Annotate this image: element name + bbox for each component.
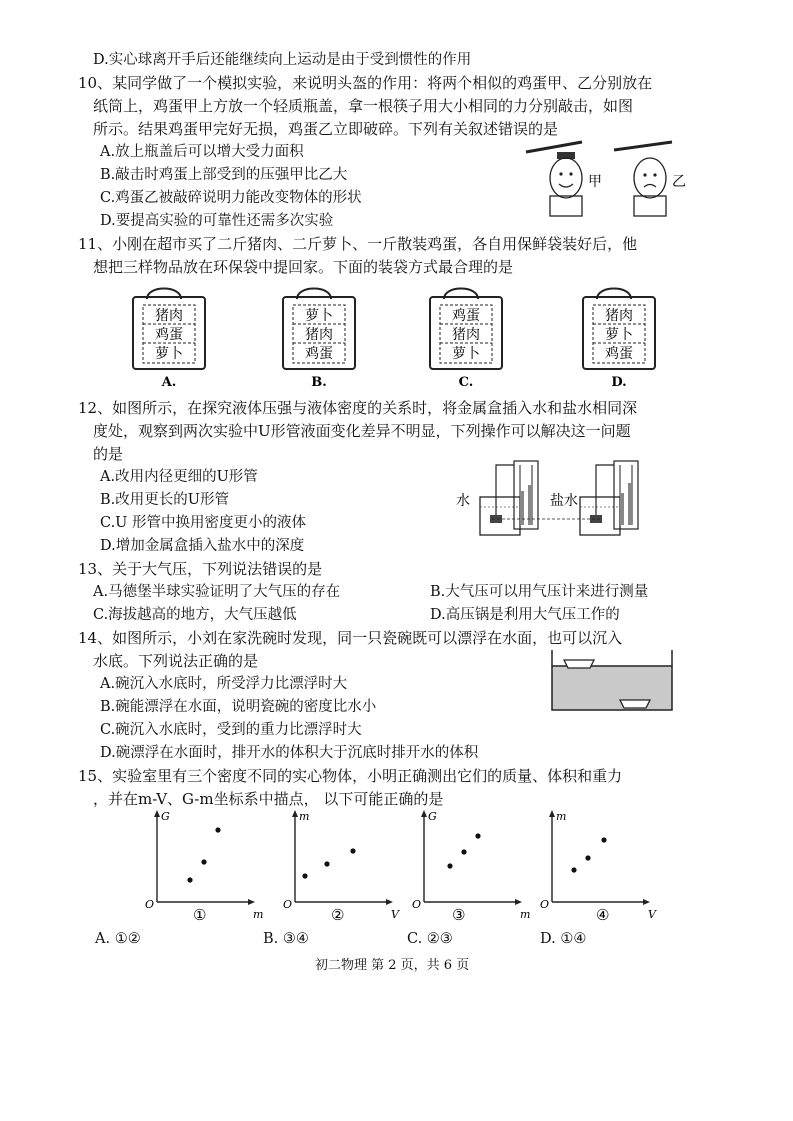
q12-stem-line-3: 的是 xyxy=(93,445,124,463)
graph-1-origin: O xyxy=(145,898,155,911)
sunken-bowl xyxy=(620,700,650,708)
bag-a-item-2: 鸡蛋 xyxy=(155,327,183,343)
bag-c-item-2: 猪肉 xyxy=(452,327,480,343)
bag-a xyxy=(125,285,215,390)
water-tank xyxy=(552,666,672,710)
u-tube-right xyxy=(614,461,638,529)
q12-option-a: A.改用内径更细的U形管 xyxy=(100,469,258,485)
paper-tube-yi xyxy=(634,196,666,216)
q15-option-c: C. ②③ xyxy=(407,931,453,947)
graph-1-xlabel: m xyxy=(253,908,264,921)
graph-2-point xyxy=(324,861,329,866)
bag-d-label: D. xyxy=(611,375,627,390)
q10-option-d: D.要提高实验的可靠性还需多次实验 xyxy=(100,213,334,229)
graph-1-point xyxy=(215,827,220,832)
q12-option-c: C.U 形管中换用密度更小的液体 xyxy=(100,515,307,531)
q12-stem-line-2: 度处，观察到两次实验中U形管液面变化差异不明显，下列操作可以解决这一问题 xyxy=(93,422,631,440)
q11-stem-line-1: 11、小刚在超市买了二斤猪肉、二斤萝卜、一斤散装鸡蛋，各自用保鲜袋装好后，他 xyxy=(78,235,638,253)
q10-stem-line-2: 纸筒上，鸡蛋甲上方放一个轻质瓶盖，拿一根筷子用大小相同的力分别敲击，如图 xyxy=(93,97,634,115)
q13-option-a: A.马德堡半球实验证明了大气压的存在 xyxy=(93,584,341,600)
graph-1 xyxy=(145,808,270,928)
q13-option-d: D.高压锅是利用大气压工作的 xyxy=(430,607,620,623)
graph-2 xyxy=(283,808,408,928)
graph-1-point xyxy=(187,877,192,882)
graph-3-number: ③ xyxy=(452,906,466,924)
bag-c xyxy=(422,285,512,390)
bag-b-item-3: 鸡蛋 xyxy=(305,346,333,362)
q10-stem-line-1: 10、某同学做了一个模拟实验，来说明头盔的作用：将两个相似的鸡蛋甲、乙分别放在 xyxy=(78,74,653,92)
bag-a-item-1: 猪肉 xyxy=(155,308,183,324)
q13-stem: 13、关于大气压，下列说法错误的是 xyxy=(78,560,323,578)
graph-4-number: ④ xyxy=(596,906,610,924)
egg-jia xyxy=(550,158,582,198)
probe-water xyxy=(490,515,502,523)
graph-2-origin: O xyxy=(283,898,293,911)
q12-stem-line-1: 12、如图所示，在探究液体压强与液体密度的关系时，将金属盒插入水和盐水相同深 xyxy=(78,399,638,417)
graph-2-point xyxy=(302,873,307,878)
q13-option-c: C.海拔越高的地方，大气压越低 xyxy=(93,607,297,623)
bag-c-item-1: 鸡蛋 xyxy=(452,308,480,324)
graph-1-point xyxy=(201,859,206,864)
q15-option-d: D. ①④ xyxy=(540,931,587,947)
label-jia: 甲 xyxy=(588,174,602,190)
graph-1-ylabel: G xyxy=(161,810,170,823)
graph-3-point xyxy=(461,849,466,854)
q12-option-b: B.改用更长的U形管 xyxy=(100,492,229,508)
q14-stem-line-2: 水底。下列说法正确的是 xyxy=(93,652,259,670)
q15-stem-line-2: ，并在m-V、G-m坐标系中描点， 以下可能正确的是 xyxy=(93,790,444,808)
bag-d-item-1: 猪肉 xyxy=(605,308,633,324)
q12-manometer-figure xyxy=(452,455,652,540)
graph-4-point xyxy=(585,855,590,860)
graph-3 xyxy=(412,808,537,928)
q10-stem-line-3: 所示。结果鸡蛋甲完好无损，鸡蛋乙立即破碎。下列有关叙述错误的是 xyxy=(93,120,559,138)
q12-option-d: D.增加金属盒插入盐水中的深度 xyxy=(100,538,305,554)
egg-yi xyxy=(634,158,666,198)
graph-4-ylabel: m xyxy=(556,810,567,823)
q14-option-a: A.碗沉入水底时，所受浮力比漂浮时大 xyxy=(100,676,348,692)
chopstick-jia xyxy=(526,142,582,152)
q14-option-b: B.碗能漂浮在水面，说明瓷碗的密度比水小 xyxy=(100,699,377,715)
graph-2-ylabel: m xyxy=(299,810,310,823)
graph-2-xlabel: V xyxy=(391,908,399,921)
bag-d xyxy=(575,285,665,390)
q15-stem-line-1: 15、实验室里有三个密度不同的实心物体，小明正确测出它们的质量、体积和重力 xyxy=(78,767,623,785)
q14-bowl-figure xyxy=(550,648,676,714)
q10-option-b: B.敲击时鸡蛋上部受到的压强甲比乙大 xyxy=(100,167,348,183)
q11-stem-line-2: 想把三样物品放在环保袋中提回家。下面的装袋方式最合理的是 xyxy=(93,258,514,276)
bag-c-label: C. xyxy=(458,375,474,390)
q15-option-a: A. ①② xyxy=(95,931,141,947)
bag-b xyxy=(275,285,365,390)
q14-option-d: D.碗漂浮在水面时，排开水的体积大于沉底时排开水的体积 xyxy=(100,745,479,761)
bag-a-label: A. xyxy=(161,375,177,390)
probe-salt-water xyxy=(590,515,602,523)
graph-4 xyxy=(540,808,665,928)
graph-1-number: ① xyxy=(193,906,207,924)
graph-3-point xyxy=(475,833,480,838)
graph-3-xlabel: m xyxy=(520,908,531,921)
paper-tube-jia xyxy=(550,196,582,216)
graph-2-point xyxy=(350,848,355,853)
graph-4-origin: O xyxy=(540,898,550,911)
graph-3-point xyxy=(447,863,452,868)
floating-bowl xyxy=(564,660,594,668)
label-water: 水 xyxy=(456,493,470,509)
graph-4-xlabel: V xyxy=(648,908,656,921)
q10-egg-figure xyxy=(522,138,712,218)
bag-a-item-3: 萝卜 xyxy=(155,346,183,362)
bag-d-item-2: 萝卜 xyxy=(605,327,633,343)
q13-option-b: B.大气压可以用气压计来进行测量 xyxy=(430,584,649,600)
q14-option-c: C.碗沉入水底时，受到的重力比漂浮时大 xyxy=(100,722,362,738)
q10-option-c: C.鸡蛋乙被敲碎说明力能改变物体的形状 xyxy=(100,190,362,206)
q10-option-a: A.放上瓶盖后可以增大受力面积 xyxy=(100,144,304,160)
graph-2-number: ② xyxy=(331,906,345,924)
graph-4-point xyxy=(601,837,606,842)
graph-3-origin: O xyxy=(412,898,422,911)
bag-b-item-1: 萝卜 xyxy=(305,308,333,324)
bag-c-item-3: 萝卜 xyxy=(452,346,480,362)
chopstick-yi xyxy=(614,142,672,150)
label-salt-water: 盐水 xyxy=(550,493,578,509)
q15-option-b: B. ③④ xyxy=(263,931,309,947)
q9-option-d: D.实心球离开手后还能继续向上运动是由于受到惯性的作用 xyxy=(93,52,472,68)
graph-4-point xyxy=(571,867,576,872)
graph-3-ylabel: G xyxy=(428,810,437,823)
q14-stem-line-1: 14、如图所示，小刘在家洗碗时发现，同一只瓷碗既可以漂浮在水面，也可以沉入 xyxy=(78,629,623,647)
bag-d-item-3: 鸡蛋 xyxy=(605,346,633,362)
label-yi: 乙 xyxy=(672,174,686,190)
bag-b-item-2: 猪肉 xyxy=(305,327,333,343)
page-footer: 初二物理 第 2 页，共 6 页 xyxy=(315,958,470,973)
bag-b-label: B. xyxy=(311,375,327,390)
